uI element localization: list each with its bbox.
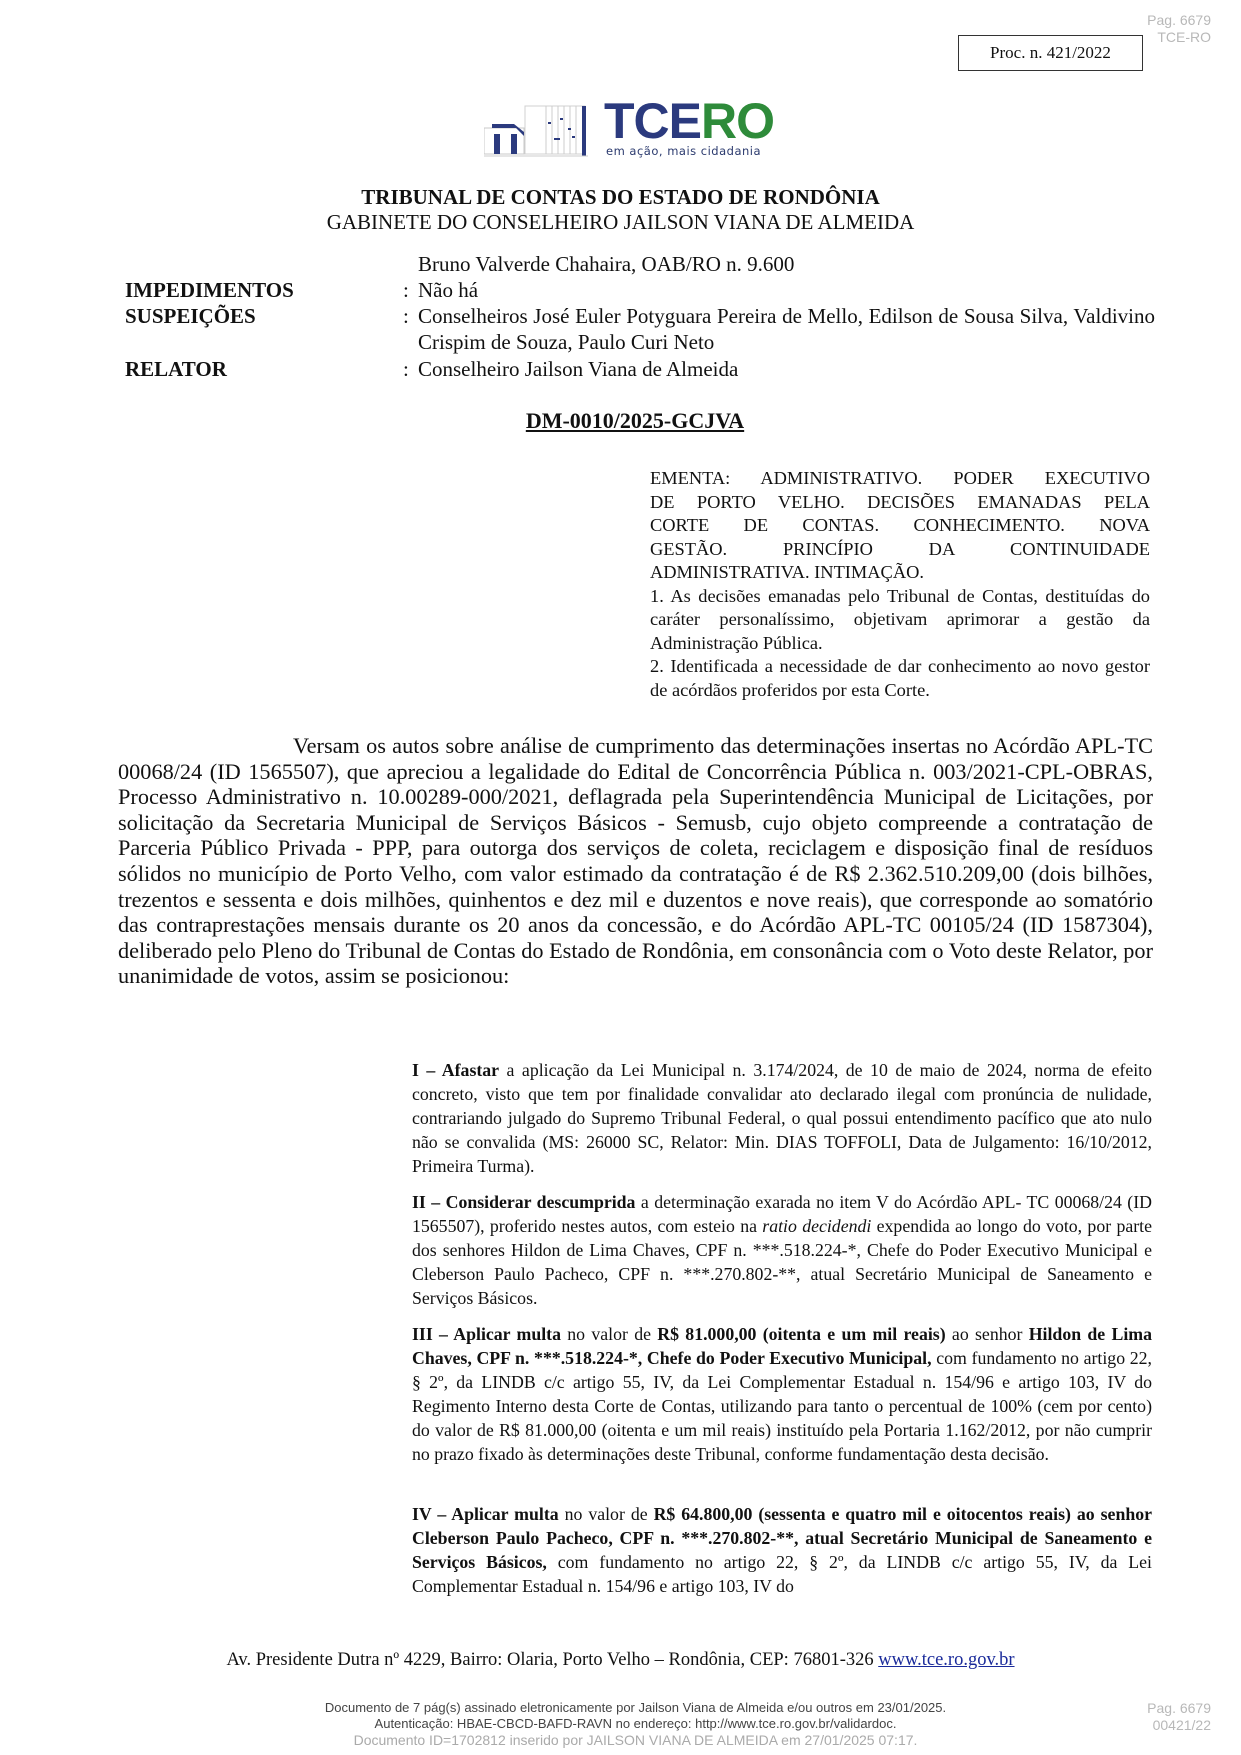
item-text: ao senhor xyxy=(945,1324,1029,1344)
item-text: a aplicação da Lei Municipal n. 3.174/2024, de 10 de maio de 2024, norma de efeito concreto, visto que tem por finalidade convalidar ato declarado ilegal com pronúncia de nulidade, contrariando julgado do Supremo Tribunal Federal, o qual possui entendimento pacífico que ato nulo não se convalida (MS: 26000 SC, Relator: Min. DIAS TOFFOLI, Data de Julgamento: 16/10/2012, Primeira Turma). xyxy=(412,1060,1153,1176)
meta-row-relator xyxy=(125,356,1155,382)
item-bold: Hildon de Lima Chaves, CPF n. ***.518.224-*, Chefe do Poder Executivo Municipal, xyxy=(412,1324,1152,1368)
cabinet-name: GABINETE DO CONSELHEIRO JAILSON VIANA DE ALMEIDA xyxy=(326,210,915,234)
item-iii xyxy=(412,1322,1152,1466)
ementa-line: DE PORTO VELHO. DECISÕES EMANADAS PELA xyxy=(650,491,1150,512)
decision-title: DM-0010/2025-GCJVA xyxy=(525,408,745,433)
page-stamp-top xyxy=(1147,12,1211,46)
logo-tce: TCE xyxy=(604,93,701,149)
process-number-box xyxy=(958,35,1143,71)
page-stamp-number: Pag. 6679 xyxy=(1147,12,1211,28)
logo-tagline: em ação, mais cidadania xyxy=(606,144,762,158)
item-italic: ratio decidendi xyxy=(762,1216,872,1236)
ementa-block xyxy=(650,467,1150,702)
ementa-point: 1. As decisões emanadas pelo Tribunal de Contas, destituídas do caráter personalíssimo, objetivam aprimorar a gestão da Administração Pública. xyxy=(650,585,1150,653)
ementa-line: CORTE DE CONTAS. CONHECIMENTO. NOVA xyxy=(650,515,1150,535)
meta-row-suspeicoes xyxy=(125,303,1155,355)
advogado-value: Bruno Valverde Chahaira, OAB/RO n. 9.600 xyxy=(418,252,795,276)
signature-line-2: Autenticação: HBAE-CBCD-BAFD-RAVN no endereço: http://www.tce.ro.gov.br/validardoc. xyxy=(374,1716,897,1731)
logo-wordmark xyxy=(604,93,774,149)
signature-line-1: Documento de 7 pág(s) assinado eletronicamente por Jailson Viana de Almeida e/ou outros em 23/01/2025. xyxy=(324,1700,947,1715)
meta-value: Conselheiro Jailson Viana de Almeida xyxy=(418,357,739,381)
item-lead: III – Aplicar multa xyxy=(412,1324,561,1344)
item-text: no valor de xyxy=(560,1324,658,1344)
logo-ro: RO xyxy=(701,93,774,149)
meta-colon: : xyxy=(403,357,409,381)
item-bold: R$ 81.000,00 (oitenta e um mil reais) xyxy=(657,1324,946,1344)
item-iv xyxy=(412,1502,1152,1598)
item-text: a determinação exarada no item V do Acórdão APL- TC 00068/24 (ID 1565507), proferido nestes autos, com esteio na xyxy=(412,1192,1152,1236)
signature-line-3: Documento ID=1702812 inserido por JAILSON VIANA DE ALMEIDA em 27/01/2025 07:17. xyxy=(353,1732,918,1748)
item-bold: R$ 64.800,00 xyxy=(653,1504,753,1524)
tcero-logo xyxy=(484,93,784,162)
page-stamp-bottom xyxy=(1147,1700,1211,1734)
ementa-line: GESTÃO. PRINCÍPIO DA CONTINUIDADE xyxy=(650,538,1150,559)
meta-label: SUSPEIÇÕES xyxy=(125,304,256,328)
meta-value: Conselheiros José Euler Potyguara Pereira de Mello, Edilson de Sousa Silva, Valdivino Crispim de Souza, Paulo Curi Neto xyxy=(418,304,1155,354)
meta-value: Não há xyxy=(418,278,479,302)
address-text: Av. Presidente Dutra nº 4229, Bairro: Olaria, Porto Velho – Rondônia, CEP: 76801-326 xyxy=(226,1650,879,1670)
meta-label: RELATOR xyxy=(125,357,227,381)
page-stamp-number: Pag. 6679 xyxy=(1147,1700,1211,1716)
building-icon xyxy=(484,98,594,160)
item-lead: II – Considerar descumprida xyxy=(412,1192,636,1212)
item-bold: ao senhor Cleberson Paulo Pacheco, CPF n. ***.270.802-**, atual Secretário Municipal de Saneamento e Serviços Básicos, xyxy=(412,1504,1152,1572)
footer-address xyxy=(0,1650,1241,1671)
meta-row-impedimentos xyxy=(125,277,1155,303)
item-text: com fundamento no artigo 22, § 2º, da LINDB c/c artigo 55, IV, da Lei Complementar Estadual n. 154/96 e artigo 103, IV do Regimento Interno desta Corte de Contas, utilizando para tanto o percentual de 100% (cem por cento) do valor de R$ 81.000,00 (oitenta e um mil reais) instituído pela Portaria 1.162/2012, por não cumprir no prazo fixado às determinações deste Tribunal, conforme fundamentação desta decisão. xyxy=(412,1348,1152,1464)
ementa-line: ADMINISTRATIVA. INTIMAÇÃO. xyxy=(650,562,924,582)
item-i xyxy=(412,1058,1152,1178)
body-paragraph xyxy=(118,733,1153,989)
meta-colon: : xyxy=(403,304,409,328)
ementa-line: EMENTA: ADMINISTRATIVO. PODER EXECUTIVO xyxy=(650,468,1150,488)
item-bold: (sessenta e quatro mil e oitocentos reais) xyxy=(752,1504,1071,1524)
ementa-point: 2. Identificada a necessidade de dar conhecimento ao novo gestor de acórdãos proferidos por esta Corte. xyxy=(650,656,1150,700)
meta-label: IMPEDIMENTOS xyxy=(125,278,294,302)
body-text: Versam os autos sobre análise de cumprimento das determinações insertas no Acórdão APL-TC 00068/24 (ID 1565507), que apreciou a legalidade do Edital de Concorrência Pública n. 003/2021-CPL-OBRAS, Processo Administrativo n. 10.00289-000/2021, deflagrada pela Superintendência Municipal de Licitações, por solicitação da Secretaria Municipal de Serviços Básicos - Semusb, cujo objeto compreende a contratação de Parceria Público Privada - PPP, para outorga dos serviços de coleta, reciclagem e disposição final de resíduos sólidos no município de Porto Velho, com valor estimado da contratação é de R$ 2.362.510.209,00 (dois bilhões, trezentos e sessenta e dois milhões, quinhentos e dez mil e duzentos e nove reais), que corresponde ao somatório das contraprestações mensais durante os 20 anos da concessão, e do Acórdão APL-TC 00105/24 (ID 1587304), deliberado pelo Pleno do Tribunal de Contas do Estado de Rondônia, em consonância com o Voto deste Relator, por unanimidade de votos, assim se posicionou: xyxy=(118,733,1153,989)
item-ii xyxy=(412,1190,1152,1310)
item-text: no valor de xyxy=(558,1504,654,1524)
website-link[interactable]: www.tce.ro.gov.br xyxy=(878,1650,1015,1670)
meta-colon: : xyxy=(403,278,409,302)
process-number: Proc. n. 421/2022 xyxy=(990,43,1111,62)
page-stamp-org: TCE-RO xyxy=(1157,29,1211,45)
advogado-continuation-row xyxy=(125,251,1155,277)
item-lead: IV – Aplicar multa xyxy=(412,1504,559,1524)
item-lead: I – Afastar xyxy=(412,1060,500,1080)
page-stamp-proc: 00421/22 xyxy=(1152,1717,1211,1733)
item-text: com fundamento no artigo 22, § 2º, da LINDB c/c artigo 55, IV, da Lei Complementar Estadual n. 154/96 e artigo 103, IV do xyxy=(412,1552,1152,1596)
item-text: expendida ao longo do voto, por parte dos senhores Hildon de Lima Chaves, CPF n. ***.518.224-*, Chefe do Poder Executivo Municipal e Cleberson Paulo Pacheco, CPF n. ***.270.802-**, atual Secretário Municipal de Saneamento e Serviços Básicos. xyxy=(412,1216,1152,1308)
court-name: TRIBUNAL DE CONTAS DO ESTADO DE RONDÔNIA xyxy=(361,185,880,209)
